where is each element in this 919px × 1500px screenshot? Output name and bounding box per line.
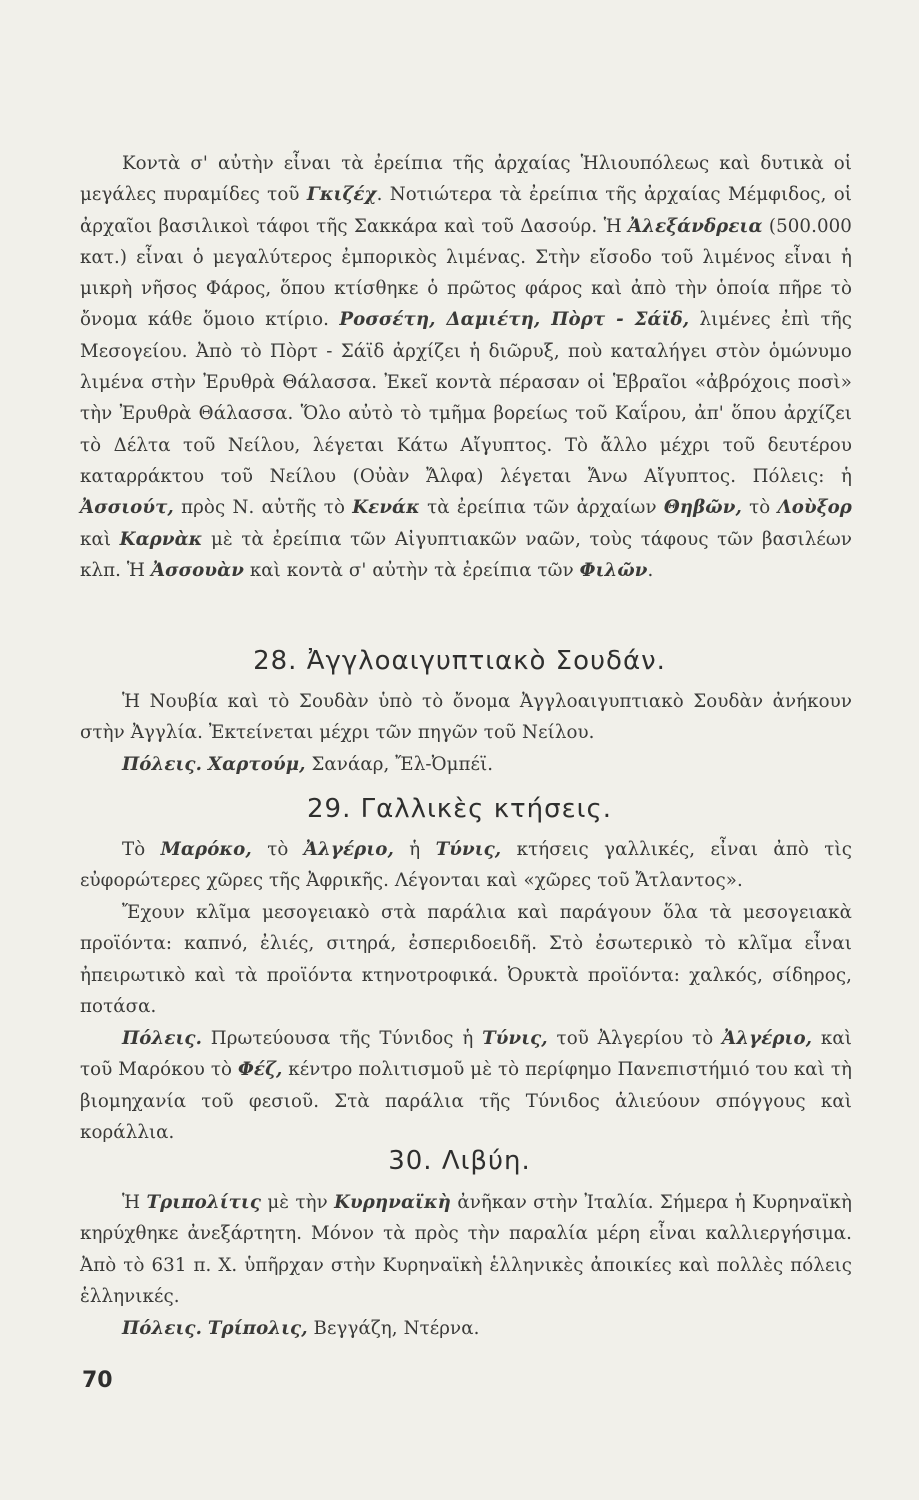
place-rosetta-damietta-portsaid: Ροσσέτη, Δαμιέτη, Πὸρτ - Σάϊδ, [339, 309, 690, 331]
text-run: . [647, 559, 654, 581]
text-run: Σανάαρ, Ἔλ-Ὀμπέϊ. [305, 754, 494, 775]
text-run: ἀνῆκαν στὴν Ἰταλία. Σήμερα ἡ Κυρηναϊκὴ κηρύχθηκε ἀνεξάρτητη. Μόνον τὰ πρὸς τὴν παραλία μέρη εἶναι καλλιεργήσιμα. Ἀπὸ τὸ 631 π. Χ. ὑπῆρχαν στὴν Κυρηναϊκὴ ἑλληνικὲς ἀποικίες καὶ πολλὲς πόλεις ἑλληνικές. [80, 1192, 852, 1307]
text-run: καὶ τοῦ Μαρόκου τὸ [80, 1028, 852, 1081]
text-run: τὸ [741, 497, 778, 519]
text-run: Τὸ [122, 839, 161, 860]
place-giza: Γκιζέχ [306, 184, 377, 206]
page-number: 70 [82, 1368, 113, 1393]
cities-label: Πόλεις. [122, 754, 203, 775]
text-run: Πρωτεύουσα τῆς Τύνιδος ἡ [202, 1028, 483, 1049]
text-run: καὶ κοντὰ σ' αὐτὴν τὰ ἐρείπια τῶν [243, 559, 580, 581]
place-kenak: Κενάκ [352, 497, 420, 519]
place-luxor: Λοὺξορ [777, 497, 853, 519]
text-run: Ἡ [122, 1192, 147, 1213]
text-run: μὲ τὴν [261, 1192, 335, 1213]
egypt-paragraph [80, 148, 852, 586]
place-morocco: Μαρόκο, [160, 839, 252, 860]
cities-label: Πόλεις. [122, 1028, 203, 1049]
text-run: κέντρο πολιτισμοῦ μὲ τὸ περίφημο Πανεπιστήμιό του καὶ τὴ βιομηχανία τοῦ φεσιοῦ. Στὰ παράλια τῆς Τύνιδος ἁλιεύουν σπόγγους καὶ κοράλλια. [80, 1059, 852, 1143]
section-28-paragraph [80, 686, 852, 749]
place-tunisia: Τύνις, [435, 839, 502, 860]
section-28-heading: 28. Ἀγγλοαιγυπτιακὸ Σουδάν. [253, 646, 666, 676]
section-29-paragraph-3 [80, 1023, 852, 1148]
section-30-paragraph [80, 1187, 852, 1312]
section-30-cities [80, 1313, 852, 1344]
place-assiout: Ἀσσιούτ, [80, 497, 174, 519]
place-thebes: Θηβῶν, [663, 497, 742, 519]
text-run: καὶ [80, 528, 120, 550]
text-run: λιμένες ἐπὶ τῆς Μεσογείου. Ἀπὸ τὸ Πὸρτ - Σάϊδ ἀρχίζει ἡ διῶρυξ, ποὺ καταλήγει στὸν ὁμώνυμο λιμένα στὴν Ἐρυθρὰ Θάλασσα. Ἐκεῖ κοντὰ πέρασαν οἱ Ἑβραῖοι «ἀβρόχοις ποσὶ» τὴν Ἐρυθρὰ Θάλασσα. Ὅλο αὐτὸ τὸ τμῆμα βορείως τοῦ Καΐρου, ἀπ' ὅπου ἀρχίζει τὸ Δέλτα τοῦ Νείλου, λέγεται Κάτω Αἴγυπτος. Τὸ ἄλλο μέχρι τοῦ δευτέρου καταρράκτου τοῦ Νείλου (Οὐὰν Ἄλφα) λέγεται Ἄνω Αἴγυπτος. Πόλεις: ἡ [80, 309, 853, 487]
place-khartoum: Χαρτούμ, [207, 754, 306, 775]
place-tripolitania: Τριπολίτις [146, 1192, 262, 1213]
place-tunis: Τύνις, [482, 1028, 548, 1049]
place-alexandria: Ἀλεξάνδρεια [628, 215, 763, 237]
text-run: πρὸς Ν. αὐτῆς τὸ [173, 497, 353, 519]
text-run: Ἡ Νουβία καὶ τὸ Σουδὰν ὑπὸ τὸ ὄνομα Ἀγγλοαιγυπτιακὸ Σουδὰν ἀνήκουν στὴν Ἀγγλία. Ἐκτείνεται μέχρι τῶν πηγῶν τοῦ Νείλου. [80, 691, 852, 744]
section-29-paragraph-2 [80, 897, 852, 1022]
place-algiers: Ἀλγέριο, [722, 1028, 813, 1049]
section-29-heading: 29. Γαλλικὲς κτήσεις. [306, 794, 613, 824]
text-run: ἡ [393, 839, 436, 860]
place-tripoli: Τρίπολις, [207, 1318, 308, 1339]
text-run: Κοντὰ σ' αὐτὴν εἶναι τὰ ἐρείπια τῆς ἀρχαίας Ἡλιουπόλεως καὶ δυτικὰ οἱ μεγάλες πυραμίδες τοῦ [80, 153, 852, 206]
text-run: (500.000 κατ.) εἶναι ὁ μεγαλύτερος ἐμπορικὸς λιμένας. Στὴν εἴσοδο τοῦ λιμένος εἶναι ἡ μικρὴ νῆσος Φάρος, ὅπου κτίσθηκε ὁ πρῶτος φάρος καὶ ἀπὸ τὴν ὁποία πῆρε τὸ ὄνομα κάθε ὅμοιο κτίριο. [80, 215, 852, 331]
place-fez: Φέζ, [237, 1059, 283, 1081]
place-karnak: Καρνὰκ [119, 528, 203, 550]
text-run: Ἔχουν κλῖμα μεσογειακὸ στὰ παράλια καὶ παράγουν ὅλα τὰ μεσογειακὰ προϊόντα: καπνό, ἐλιές, σιτηρά, ἐσπεριδοειδῆ. Στὸ ἐσωτερικὸ τὸ κλῖμα εἶναι ἠπειρωτικὸ καὶ τὰ προϊόντα κτηνοτροφικά. Ὀρυκτὰ προϊόντα: χαλκός, σίδηρος, ποτάσα. [80, 902, 852, 1017]
place-aswan: Ἀσσουὰν [150, 559, 244, 581]
section-30-heading: 30. Λιβύη. [388, 1146, 531, 1176]
place-algeria: Ἀλγέριο, [303, 839, 394, 860]
text-run: τὸ [251, 839, 304, 860]
section-28-cities [80, 749, 852, 780]
place-cyrenaica: Κυρηναϊκὴ [334, 1192, 451, 1213]
cities-label: Πόλεις. [122, 1318, 203, 1339]
place-philae: Φιλῶν [579, 559, 648, 581]
section-29-paragraph-1 [80, 834, 852, 897]
text-run: τοῦ Ἀλγερίου τὸ [547, 1028, 723, 1049]
text-run: . Νοτιώτερα τὰ ἐρείπια τῆς ἀρχαίας Μέμφιδος, οἱ ἀρχαῖοι βασιλικοὶ τάφοι τῆς Σακκάρα καὶ τοῦ Δασούρ. Ἡ [80, 184, 852, 237]
text-run: Βεγγάζη, Ντέρνα. [307, 1318, 480, 1339]
text-run: τὰ ἐρείπια τῶν ἀρχαίων [419, 497, 664, 519]
text-run: μὲ τὰ ἐρείπια τῶν Αἰγυπτιακῶν ναῶν, τοὺς τάφους τῶν βασιλέων κλπ. Ἡ [80, 528, 852, 581]
text-run: κτήσεις γαλλικές, εἶναι ἀπὸ τὶς εὐφορώτερες χῶρες τῆς Ἀφρικῆς. Λέγονται καὶ «χῶρες τοῦ Ἄτλαντος». [80, 839, 852, 892]
